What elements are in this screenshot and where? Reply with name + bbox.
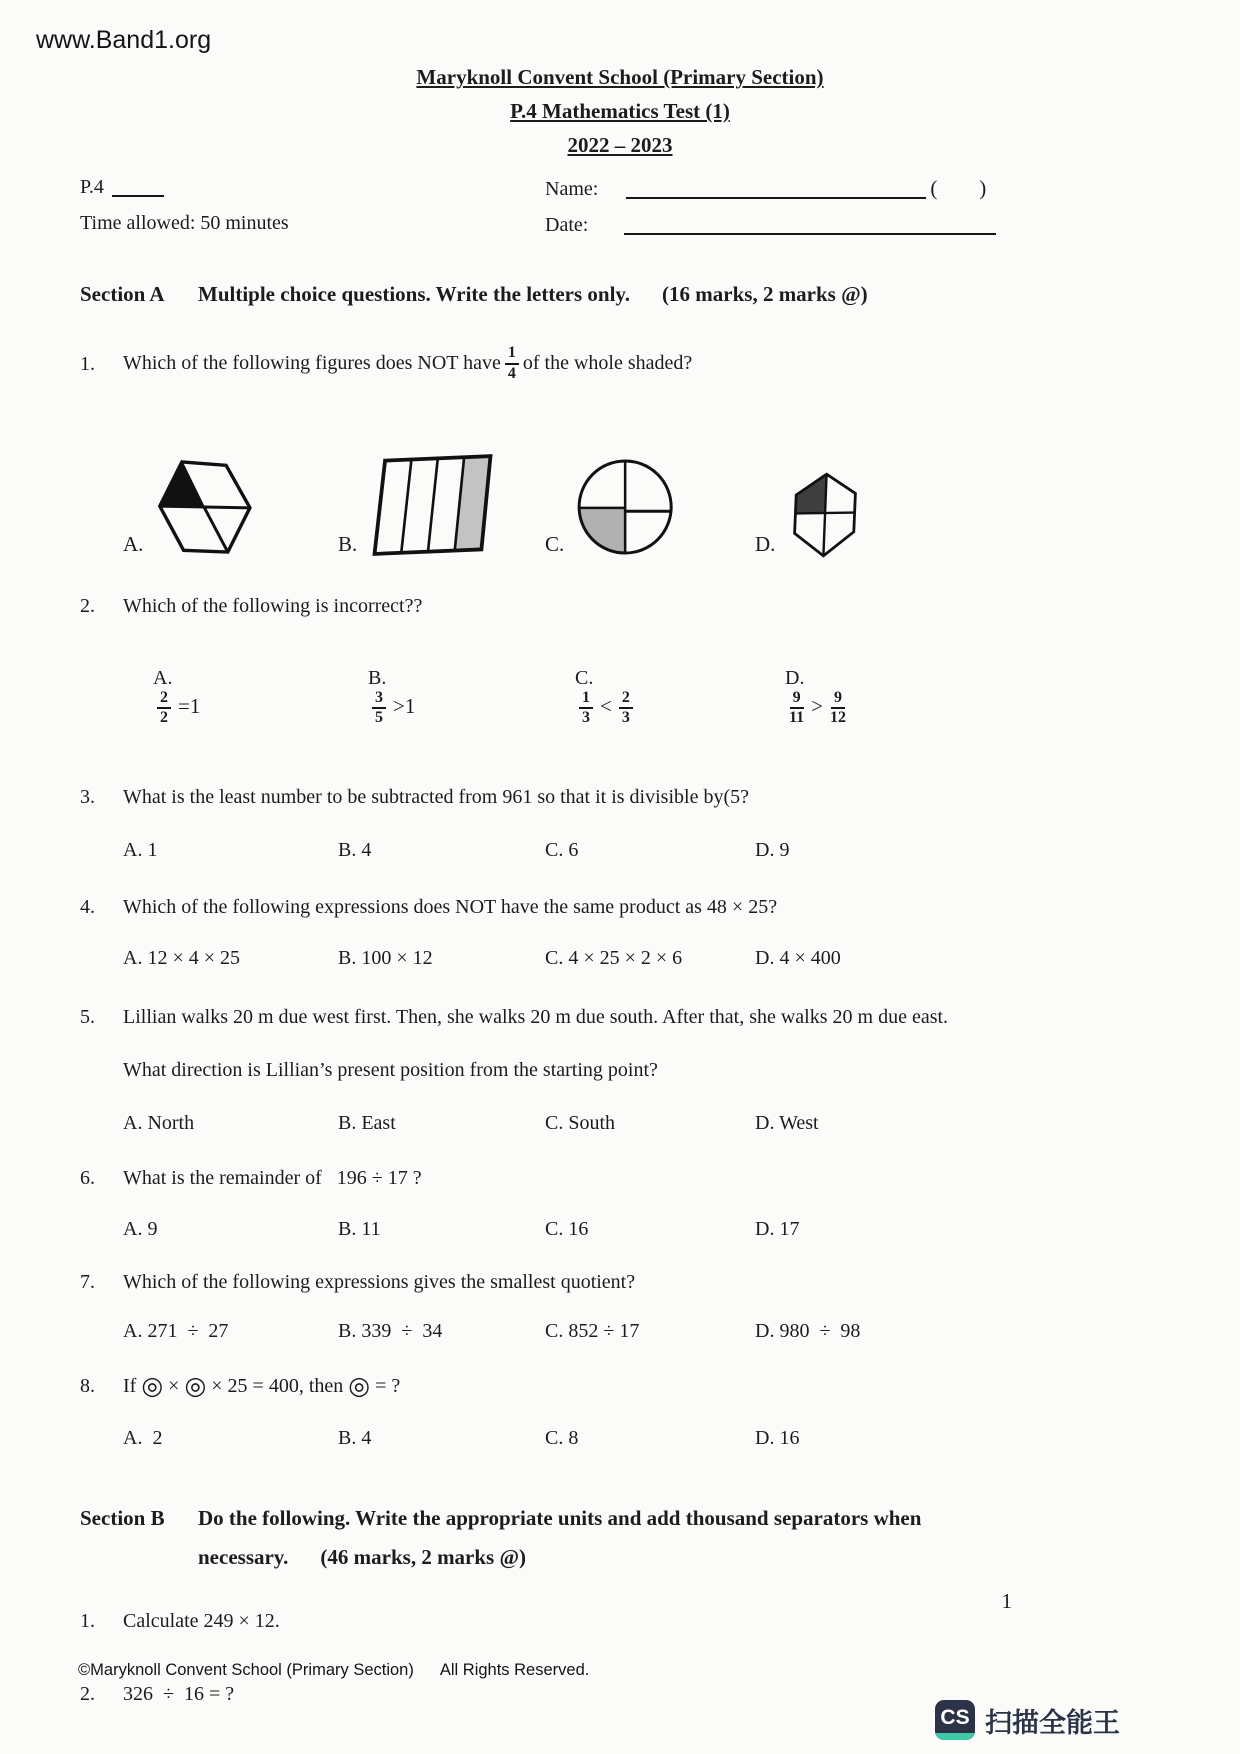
class-field: [80, 176, 164, 199]
q3-option-b: B. 4: [338, 839, 372, 862]
figure-option-c: [545, 455, 755, 559]
fraction-9-11: $\frac{9}{11}$: [789, 688, 805, 727]
figure-a-label: A.: [123, 531, 144, 556]
question-5-options: [123, 1112, 1160, 1135]
q5-option-c: C. South: [545, 1112, 616, 1135]
q4-option-b: B. 100 × 12: [338, 947, 433, 970]
section-b-question-1: [80, 1610, 1160, 1633]
figure-c-circle-icon: [574, 455, 678, 559]
question-7: [80, 1271, 1160, 1294]
question-7-number: 7.: [80, 1271, 95, 1294]
question-5-number: 5.: [80, 1006, 95, 1029]
camscanner-logo: [935, 1700, 1120, 1740]
figure-c-label: C.: [545, 531, 565, 556]
fraction-2-2: $\frac{2}{2}$: [157, 690, 171, 728]
q7-option-a: A. 271 ÷ 27: [123, 1320, 229, 1343]
question-5-text-line1: Lillian walks 20 m due west first. Then, she walks 20 m due south. After that, she walks 20 m due east.: [123, 1006, 949, 1029]
q2-option-b: B. $\frac{3}{5}$ >1: [368, 666, 416, 727]
figure-d-hexagon-icon: [785, 471, 865, 559]
question-2-text: Which of the following is incorrect??: [123, 594, 423, 617]
q8-option-d: D. 16: [755, 1427, 800, 1450]
figure-d-label: D.: [755, 531, 776, 556]
school-year: 2022 – 2023: [567, 133, 673, 157]
question-1-text-before: Which of the following figures does NOT have: [123, 352, 501, 375]
question-6-options: [123, 1218, 1160, 1241]
fraction-1-3: $\frac{1}{3}$: [579, 690, 593, 728]
student-info-block: [80, 176, 1160, 248]
q2-option-d: D. $\frac{9}{11}$ > $\frac{9}{12}$: [785, 666, 846, 727]
question-8-options: [123, 1427, 1160, 1450]
question-6: [80, 1167, 1160, 1190]
section-b-heading: [80, 1506, 1160, 1531]
q3-option-d: D. 9: [755, 839, 790, 862]
question-8: [80, 1371, 1160, 1401]
name-label: Name:: [545, 178, 599, 200]
question-5-text-line2: What direction is Lillian’s present position from the starting point?: [123, 1059, 658, 1082]
q8-option-a: A. 2: [123, 1427, 163, 1450]
q8-option-c: C. 8: [545, 1427, 579, 1450]
q7-option-b: B. 339 ÷ 34: [338, 1320, 443, 1343]
q7-option-d: D. 980 ÷ 98: [755, 1320, 861, 1343]
question-8-text: If ◎ × ◎ × 25 = 400, then ◎ = ?: [123, 1373, 401, 1401]
question-7-options: [123, 1320, 1160, 1343]
class-number-parentheses: ( ): [930, 176, 987, 200]
figure-option-b: [338, 451, 545, 559]
question-6-text: What is the remainder of 196 ÷ 17 ?: [123, 1167, 422, 1190]
page-number: 1: [1001, 1589, 1012, 1613]
q2-option-c: C. $\frac{1}{3}$ < $\frac{2}{3}$: [545, 644, 755, 751]
fraction-9-12: $\frac{9}{12}$: [829, 688, 846, 727]
fraction-2-3: $\frac{2}{3}$: [619, 690, 633, 728]
q5-option-d: D. West: [755, 1112, 819, 1135]
q7-option-c: C. 852 ÷ 17: [545, 1320, 640, 1343]
section-a-instructions: Multiple choice questions. Write the letters only.: [198, 282, 631, 306]
b-question-1-text: Calculate 249 × 12.: [123, 1610, 280, 1633]
school-name: Maryknoll Convent School (Primary Section): [416, 65, 824, 89]
section-a-marks: (16 marks, 2 marks @): [662, 282, 868, 306]
q5-option-b: B. East: [338, 1112, 396, 1135]
question-7-text: Which of the following expressions gives the smallest quotient?: [123, 1271, 636, 1294]
fraction-one-quarter: $\frac{1}{4}$: [505, 345, 519, 383]
q4-option-a: A. 12 × 4 × 25: [123, 947, 241, 970]
date-field: [545, 214, 996, 237]
section-b-label: Section B: [80, 1506, 165, 1531]
name-blank-line: [626, 197, 926, 199]
section-b-instructions-line1: Do the following. Write the appropriate units and add thousand separators when: [198, 1506, 922, 1531]
question-1-figures: [123, 409, 1160, 559]
name-field: [545, 176, 986, 201]
q6-option-b: B. 11: [338, 1218, 381, 1241]
b-question-2-text: 326 ÷ 16 = ?: [123, 1683, 235, 1706]
copyright-text: ©Maryknoll Convent School (Primary Section): [78, 1661, 414, 1679]
b-question-2-number: 2.: [80, 1683, 95, 1706]
camscanner-badge-icon: CS: [935, 1700, 975, 1740]
question-2-options: [123, 644, 1160, 751]
q2-option-a: A. $\frac{2}{2}$ =1: [153, 666, 201, 727]
question-1: [80, 345, 1160, 383]
section-b-marks: (46 marks, 2 marks @): [320, 1545, 527, 1570]
question-2-number: 2.: [80, 594, 95, 617]
q3-option-a: A. 1: [123, 839, 158, 862]
band1-watermark: www.Band1.org: [36, 26, 212, 54]
double-circle-symbol: ◎: [141, 1373, 164, 1401]
figure-option-d: [755, 471, 1160, 559]
question-4-options: [123, 947, 1160, 970]
time-allowed: Time allowed: 50 minutes: [80, 212, 289, 234]
question-3-number: 3.: [80, 786, 95, 809]
date-blank-line: [624, 233, 996, 235]
question-1-number: 1.: [80, 353, 95, 375]
b-question-1-number: 1.: [80, 1610, 95, 1633]
q6-option-a: A. 9: [123, 1218, 158, 1241]
figure-a-hexagon-icon: [153, 455, 255, 559]
q8-option-b: B. 4: [338, 1427, 372, 1450]
q6-option-c: C. 16: [545, 1218, 589, 1241]
q4-option-c: C. 4 × 25 × 2 × 6: [545, 947, 683, 970]
figure-option-a: [123, 455, 338, 559]
figure-b-label: B.: [338, 531, 358, 556]
question-5: [80, 1006, 1160, 1029]
test-title: P.4 Mathematics Test (1): [510, 99, 730, 123]
class-blank-line: [112, 195, 164, 197]
question-3: [80, 786, 1160, 809]
fraction-3-5: $\frac{3}{5}$: [372, 690, 386, 728]
question-6-number: 6.: [80, 1167, 95, 1190]
question-3-options: [123, 839, 1160, 862]
camscanner-logo-text: 扫描全能王: [985, 1707, 1120, 1738]
rights-text: All Rights Reserved.: [439, 1661, 590, 1679]
title-block: [80, 0, 1160, 162]
question-4-number: 4.: [80, 896, 95, 919]
question-4: [80, 896, 1160, 919]
section-b-instructions-line2: necessary. (46 marks, 2 marks @): [198, 1545, 527, 1570]
question-3-text: What is the least number to be subtracted from 961 so that it is divisible by(5?: [123, 786, 749, 809]
double-circle-symbol: ◎: [348, 1373, 371, 1401]
figure-b-parallelogram-icon: [367, 451, 495, 559]
question-2: [80, 595, 1160, 618]
question-4-text: Which of the following expressions does NOT have the same product as 48 × 25?: [123, 896, 778, 919]
q6-option-d: D. 17: [755, 1218, 800, 1241]
class-label: P.4: [80, 176, 104, 198]
double-circle-symbol: ◎: [184, 1373, 207, 1401]
question-8-number: 8.: [80, 1375, 95, 1398]
date-label: Date:: [545, 214, 589, 236]
question-1-text-after: of the whole shaded?: [522, 352, 693, 375]
section-a-heading: [80, 282, 1160, 307]
section-a-label: Section A: [80, 282, 165, 306]
q4-option-d: D. 4 × 400: [755, 947, 841, 970]
q3-option-c: C. 6: [545, 839, 579, 862]
q5-option-a: A. North: [123, 1112, 195, 1135]
footer-copyright: [78, 1661, 589, 1680]
